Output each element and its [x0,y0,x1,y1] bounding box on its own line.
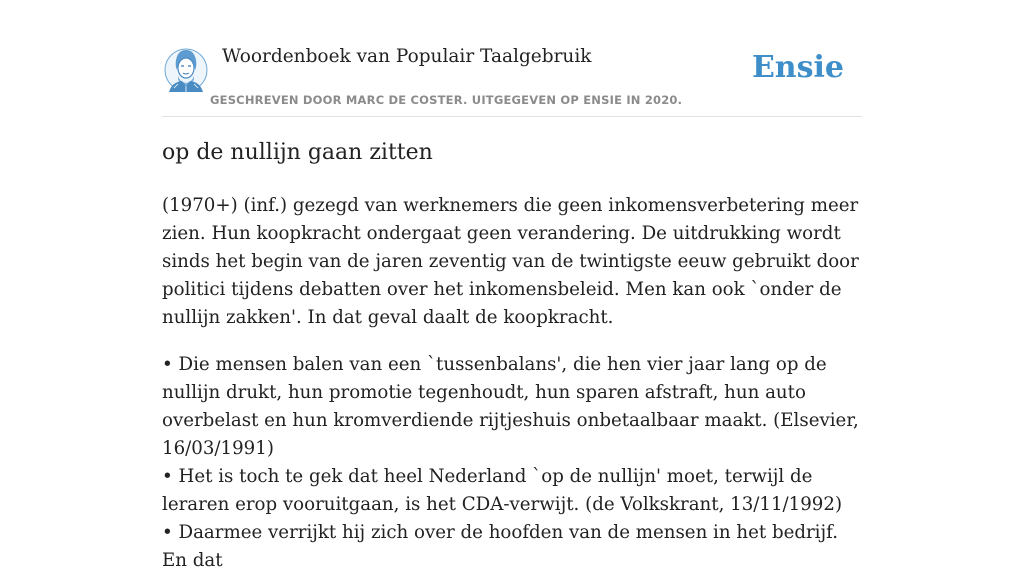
example-quote: • Het is toch te gek dat heel Nederland `op de nullijn' moet, terwijl de leraren erop vooruitgaan, is het CDA-verwijt. (de Volkskrant, 13/11/1992) [162,466,843,515]
author-portrait-icon[interactable] [164,46,208,94]
dictionary-title[interactable]: Woordenboek van Populair Taalgebruik [222,46,592,67]
example-quote: • Die mensen balen van een `tussenbalans', die hen vier jaar lang op de nullijn drukt, hun promotie tegenhoudt, hun sparen afstraft, hun auto overbelast en hun kromverdiende rijtjeshuis onbetaalbaar maakt. (Elsevier, 16/03/1991) [162,354,859,459]
author-byline: GESCHREVEN DOOR MARC DE COSTER. UITGEGEVEN OP ENSIE IN 2020. [210,93,683,107]
entry-content [162,0,862,571]
example-quote: • Daarmee verrijkt hij zich over de hoofden van de mensen in het bedrijf. En dat [162,522,839,571]
ensie-logo[interactable]: Ensie [751,50,844,85]
entry-headword: op de nullijn gaan zitten [162,140,433,165]
dictionary-header [162,0,862,117]
entry-definition: (1970+) (inf.) gezegd van werknemers die geen inkomensverbetering meer zien. Hun koopkracht ondergaat geen verandering. De uitdrukking wordt sinds het begin van de jaren zeventig van de twintigste eeuw gebruikt door politici tijdens debatten over het inkomensbeleid. Men kan ook `onder de nullijn zakken'. In dat geval daalt de koopkracht. [162,195,859,328]
example-quotes [162,351,862,575]
